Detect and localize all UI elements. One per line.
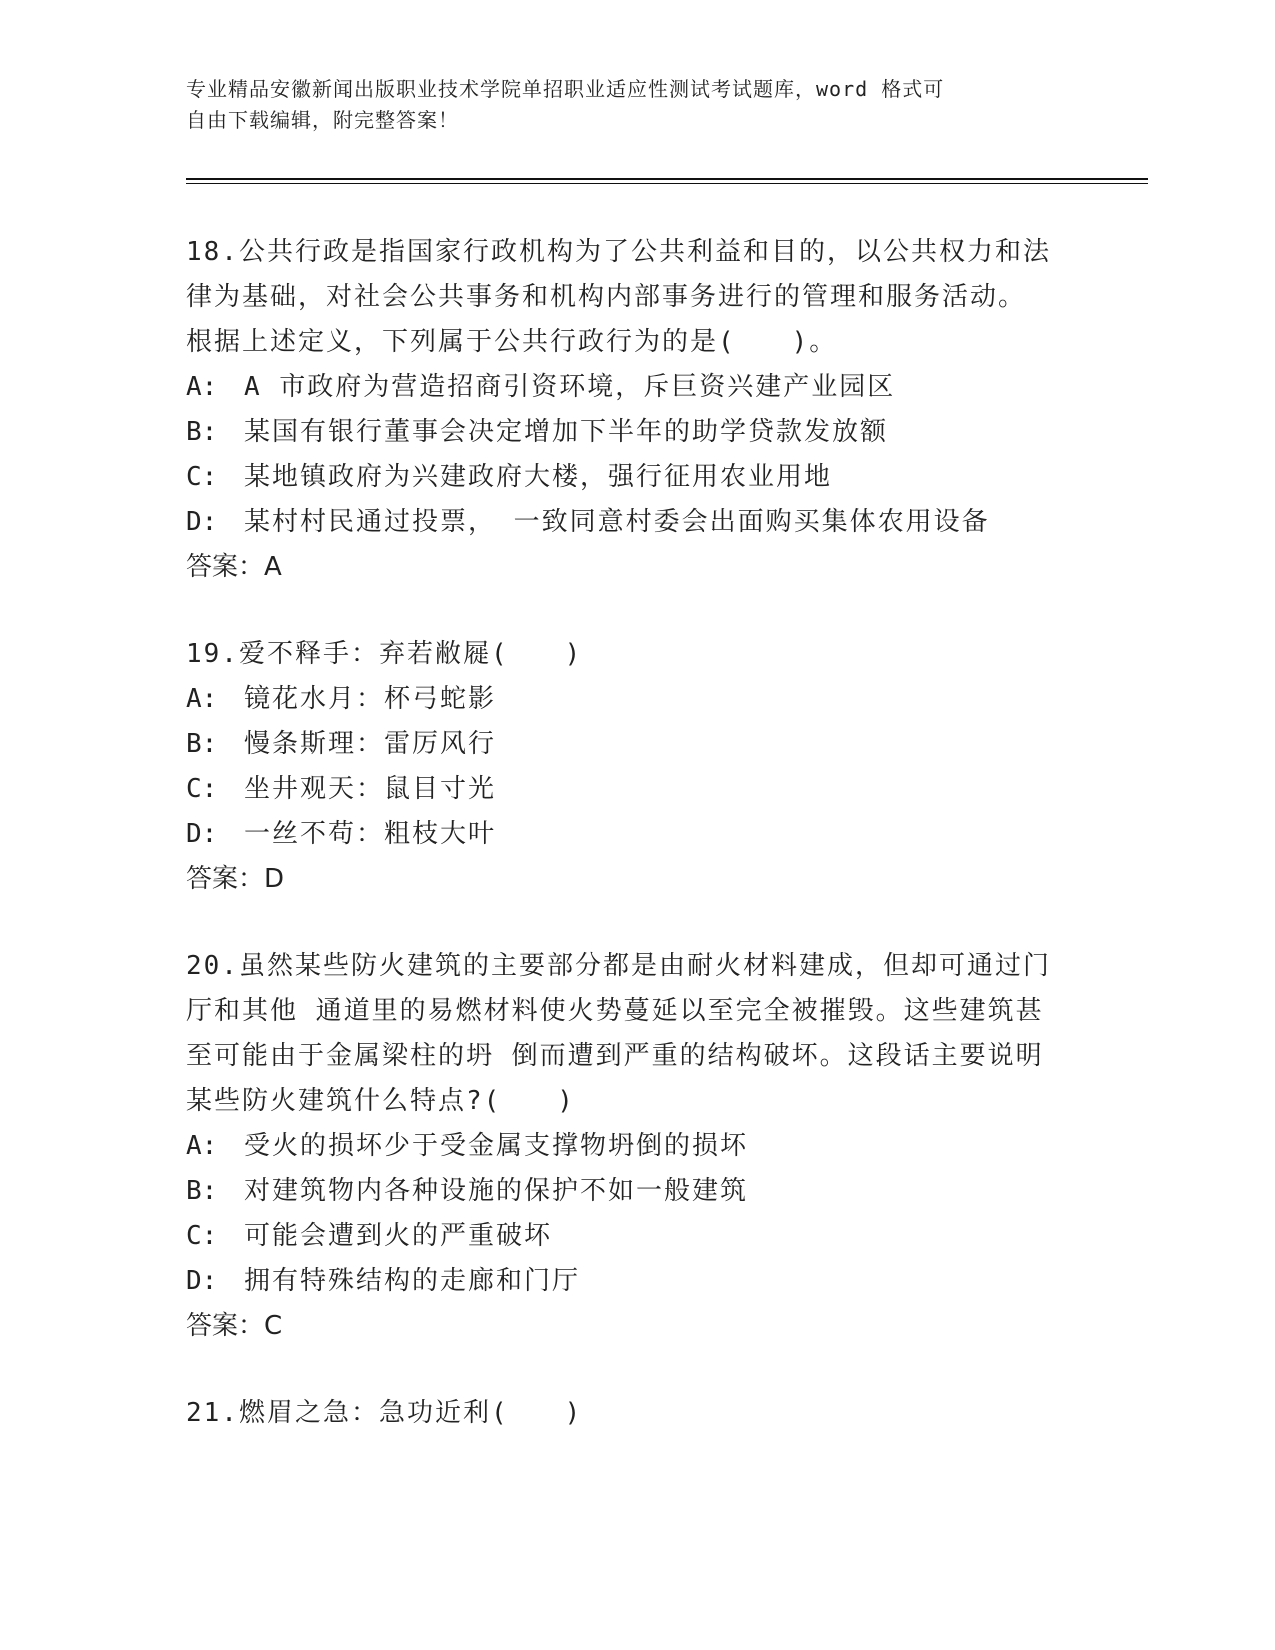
answer-text: 答案：D bbox=[186, 864, 285, 894]
option-b bbox=[186, 722, 1086, 767]
option-text: 一丝不苟：粗枝大叶 bbox=[244, 819, 497, 849]
option-text: 镜花水月：杯弓蛇影 bbox=[244, 684, 497, 714]
option-c bbox=[186, 767, 1086, 812]
option-text: 可能会遭到火的严重破坏 bbox=[244, 1221, 553, 1251]
option-d bbox=[186, 1259, 1086, 1304]
option-d bbox=[186, 500, 1086, 545]
header-line-1: 专业精品安徽新闻出版职业技术学院单招职业适应性测试考试题库，word 格式可 bbox=[186, 77, 945, 101]
option-key: D: bbox=[186, 1266, 218, 1296]
option-text: 受火的损坏少于受金属支撑物坍倒的损坏 bbox=[244, 1131, 749, 1161]
option-b bbox=[186, 410, 1086, 455]
question-text: 律为基础，对社会公共事务和机构内部事务进行的管理和服务活动。 bbox=[186, 282, 1027, 312]
option-key: B: bbox=[186, 729, 218, 759]
option-key: C: bbox=[186, 462, 218, 492]
option-key: A: bbox=[186, 684, 218, 714]
question-text: 根据上述定义，下列属于公共行政行为的是( )。 bbox=[186, 327, 838, 357]
option-key: D: bbox=[186, 819, 218, 849]
question-text: 21.燃眉之急：急功近利( ) bbox=[186, 1398, 583, 1428]
answer-text: 答案：C bbox=[186, 1311, 283, 1341]
option-key: B: bbox=[186, 417, 218, 447]
question-21 bbox=[186, 1391, 1086, 1436]
question-list bbox=[186, 230, 1086, 1478]
question-text: 20.虽然某些防火建筑的主要部分都是由耐火材料建成，但却可通过门 bbox=[186, 951, 1051, 981]
option-text: 对建筑物内各种设施的保护不如一般建筑 bbox=[244, 1176, 749, 1206]
header-divider bbox=[186, 178, 1148, 180]
option-a bbox=[186, 365, 1086, 410]
option-c bbox=[186, 455, 1086, 500]
option-text: 拥有特殊结构的走廊和门厅 bbox=[244, 1266, 581, 1296]
question-text: 至可能由于金属梁柱的坍 倒而遭到严重的结构破坏。这段话主要说明 bbox=[186, 1041, 1044, 1071]
option-b bbox=[186, 1169, 1086, 1214]
question-text: 厅和其他 通道里的易燃材料使火势蔓延以至完全被摧毁。这些建筑甚 bbox=[186, 996, 1044, 1026]
question-20 bbox=[186, 944, 1086, 1349]
option-text: 坐井观天：鼠目寸光 bbox=[244, 774, 497, 804]
option-text: A 市政府为营造招商引资环境，斥巨资兴建产业园区 bbox=[244, 372, 896, 402]
question-text: 某些防火建筑什么特点?( ) bbox=[186, 1086, 575, 1116]
option-a bbox=[186, 1124, 1086, 1169]
option-a bbox=[186, 677, 1086, 722]
option-key: A: bbox=[186, 372, 218, 402]
option-key: D: bbox=[186, 507, 218, 537]
question-text: 18.公共行政是指国家行政机构为了公共利益和目的，以公共权力和法 bbox=[186, 237, 1051, 267]
header-divider-thin bbox=[186, 183, 1148, 184]
option-key: C: bbox=[186, 774, 218, 804]
header-line-2: 自由下载编辑，附完整答案！ bbox=[186, 108, 459, 132]
option-text: 慢条斯理：雷厉风行 bbox=[244, 729, 497, 759]
option-key: B: bbox=[186, 1176, 218, 1206]
answer-text: 答案：A bbox=[186, 552, 282, 582]
option-key: A: bbox=[186, 1131, 218, 1161]
question-text: 19.爱不释手：弃若敝屣( ) bbox=[186, 639, 583, 669]
option-key: C: bbox=[186, 1221, 218, 1251]
document-header bbox=[186, 74, 1066, 136]
option-text: 某国有银行董事会决定增加下半年的助学贷款发放额 bbox=[244, 417, 889, 447]
question-19 bbox=[186, 632, 1086, 902]
option-text: 某地镇政府为兴建政府大楼，强行征用农业用地 bbox=[244, 462, 833, 492]
question-18 bbox=[186, 230, 1086, 590]
option-c bbox=[186, 1214, 1086, 1259]
option-d bbox=[186, 812, 1086, 857]
option-text: 某村村民通过投票， 一致同意村委会出面购买集体农用设备 bbox=[244, 507, 990, 537]
